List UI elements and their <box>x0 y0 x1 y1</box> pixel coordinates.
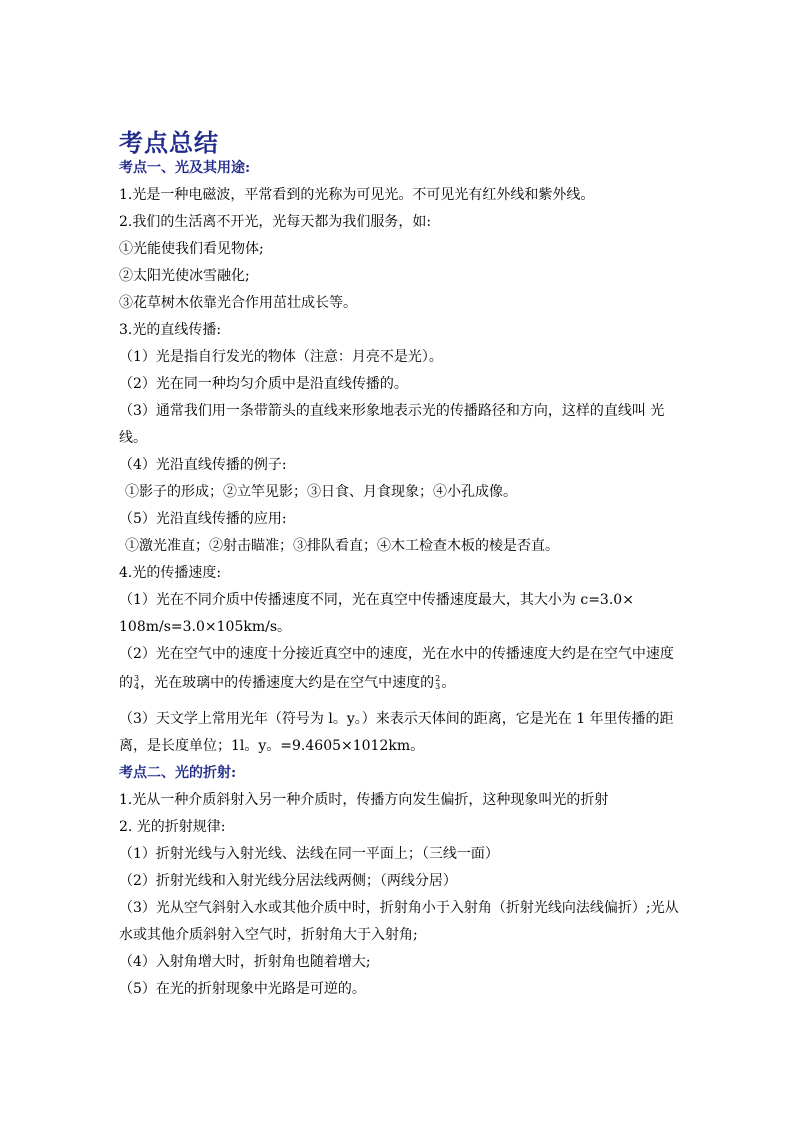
list-item: （1）折射光线与入射光线、法线在同一平面上；（三线一面） <box>119 846 499 862</box>
fraction <box>134 675 139 691</box>
text-run: 。 <box>441 675 456 691</box>
list-item: 线。 <box>119 430 147 446</box>
paragraph: 4.光的传播速度: <box>119 565 222 581</box>
fraction-denominator: 3 <box>435 682 441 691</box>
list-item: （5）在光的折射现象中光路是可逆的。 <box>119 981 366 997</box>
paragraph: 3.光的直线传播: <box>119 322 222 338</box>
list-item: （3）通常我们用一条带箭头的直线来形象地表示光的传播路径和方向，这样的直线叫 光 <box>119 403 665 419</box>
list-item: （3）光从空气斜射入水或其他介质中时，折射角小于入射角（折射光线向法线偏折）;光从 <box>119 900 679 916</box>
text-run: 的 <box>119 675 133 691</box>
list-item: （5）光沿直线传播的应用: <box>119 511 287 527</box>
paragraph: 1.光是一种电磁波，平常看到的光称为可见光。不可见光有红外线和紫外线。 <box>119 187 595 203</box>
list-item: 水或其他介质斜射入空气时，折射角大于入射角; <box>119 927 418 943</box>
list-item: （1）光在不同介质中传播速度不同，光在真空中传播速度最大，其大小为 c=3.0× <box>119 592 634 608</box>
list-item: （1）光是指自行发光的物体（注意：月亮不是光）。 <box>119 349 443 365</box>
paragraph: 2.我们的生活离不开光，光每天都为我们服务，如: <box>119 214 432 230</box>
list-item: 离，是长度单位；1l。y。=9.4605×1012km。 <box>119 738 425 754</box>
list-item: ②太阳光使冰雪融化; <box>119 268 250 284</box>
fraction-numerator: 3 <box>134 674 140 683</box>
list-item: （2）光在空气中的速度十分接近真空中的速度，光在水中的传播速度大约是在空气中速度 <box>119 646 674 662</box>
fraction-numerator: 2 <box>435 674 441 683</box>
page-title: 考点总结 <box>119 128 219 157</box>
list-item: ①影子的形成；②立竿见影；③日食、月食现象；④小孔成像。 <box>125 484 517 500</box>
text-run: ，光在玻璃中的传播速度大约是在空气中速度的 <box>140 675 435 691</box>
list-item: （2）光在同一种均匀介质中是沿直线传播的。 <box>119 376 408 392</box>
section-heading-1: 考点一、光及其用途: <box>119 160 251 176</box>
paragraph: 1.光从一种介质斜射入另一种介质时，传播方向发生偏折，这种现象叫光的折射 <box>119 792 609 808</box>
section-heading-2: 考点二、光的折射: <box>119 765 237 781</box>
fraction <box>435 675 440 691</box>
list-item: （4）光沿直线传播的例子: <box>119 457 287 473</box>
paragraph: 2. 光的折射规律: <box>119 819 226 835</box>
list-item: ①光能使我们看见物体; <box>119 241 264 257</box>
list-item <box>119 673 679 693</box>
fraction-denominator: 4 <box>134 682 140 691</box>
list-item: （2）折射光线和入射光线分居法线两侧；（两线分居） <box>119 873 457 889</box>
list-item: 108m/s=3.0×105km/s。 <box>119 619 292 635</box>
list-item: （4）入射角增大时，折射角也随着增大; <box>119 954 371 970</box>
list-item: ③花草树木依靠光合作用茁壮成长等。 <box>119 295 357 311</box>
list-item: （3）天文学上常用光年（符号为 l。y。）来表示天体间的距离，它是光在 1 年里传播的距 <box>119 711 674 727</box>
list-item: ①激光准直；②射击瞄准；③排队看直；④木工检查木板的棱是否直。 <box>125 538 559 554</box>
